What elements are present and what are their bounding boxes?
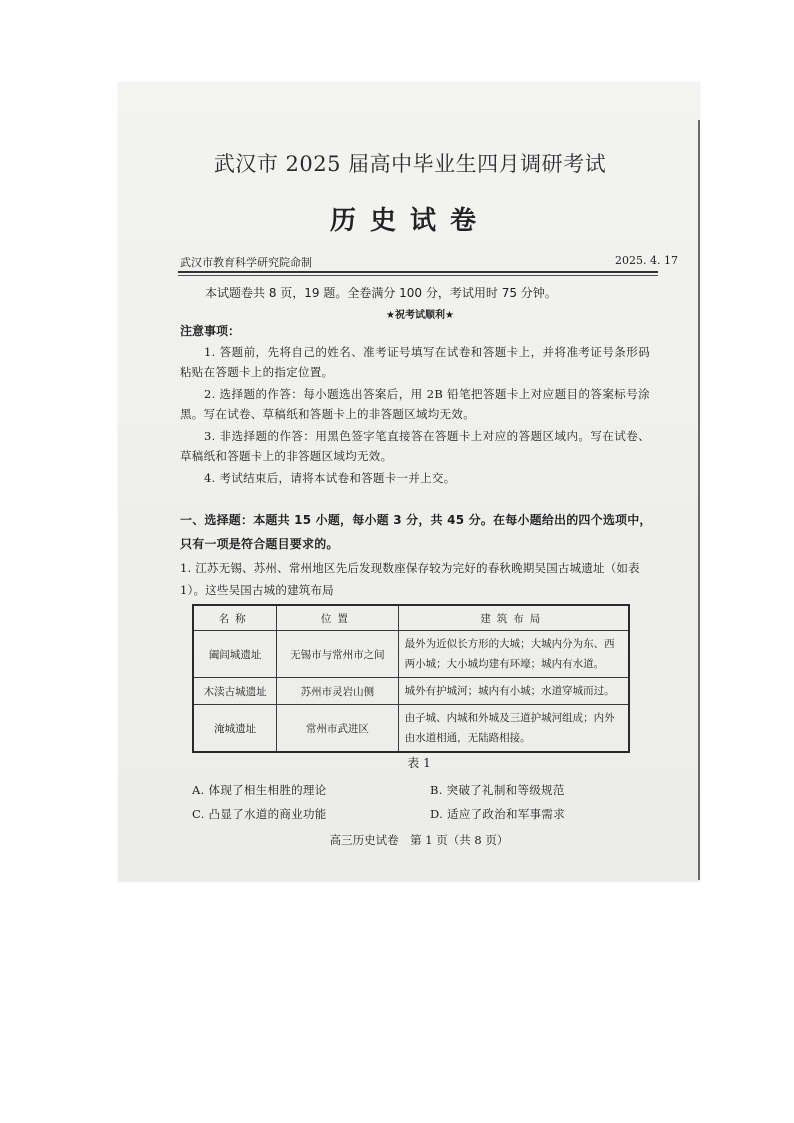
table-header-layout: 建筑布局 <box>398 605 629 631</box>
good-luck-line: ★祝考试顺利★ <box>386 310 454 321</box>
table-header-location: 位置 <box>277 605 398 631</box>
notice-item: 1. 答题前，先将自己的姓名、准考证号填写在试卷和答题卡上，并将准考证号条形码粘贴在答题卡上的指定位置。 <box>180 345 650 379</box>
exam-date: 2025. 4. 17 <box>615 254 678 267</box>
cell-layout: 最外为近似长方形的大城；大城内分为东、西两小城；大小城均建有环壕；城内有水道。 <box>398 631 629 678</box>
table-header-row <box>193 605 629 631</box>
cell-location: 常州市武进区 <box>277 705 398 753</box>
notice-item: 2. 选择题的作答：每小题选出答案后，用 2B 铅笔把答题卡上对应题目的答案标号涂黑。写在试卷、草稿纸和答题卡上的非答题区域均无效。 <box>180 387 650 421</box>
exam-subtitle: 历史试卷 <box>329 206 490 236</box>
exam-intro: 本试题卷共 8 页，19 题。全卷满分 100 分，考试用时 75 分钟。 <box>205 286 557 300</box>
table-1 <box>192 604 630 753</box>
option-a[interactable]: A. 体现了相生相胜的理论 <box>192 783 327 797</box>
table-row <box>193 678 629 705</box>
notice-item: 3. 非选择题的作答：用黑色签字笔直接答在答题卡上对应的答题区域内。写在试卷、草稿纸和答题卡上的非答题区域均无效。 <box>180 429 650 463</box>
exam-title: 武汉市 2025 届高中毕业生四月调研考试 <box>213 152 607 176</box>
cell-name: 木渎古城遗址 <box>193 678 277 705</box>
notice-heading: 注意事项： <box>180 324 241 338</box>
page-footer: 高三历史试卷 第 1 页（共 8 页） <box>329 833 509 847</box>
issuer: 武汉市教育科学研究院命制 <box>180 256 312 269</box>
section-heading: 一、选择题：本题共 15 小题，每小题 3 分，共 45 分。在每小题给出的四个选项中，只有一项是符合题目要求的。 <box>180 513 652 551</box>
table-row <box>193 705 629 753</box>
cell-name: 阖闾城遗址 <box>193 631 277 678</box>
table-caption: 表 1 <box>407 756 431 770</box>
cell-layout: 由子城、内城和外城及三道护城河组成；内外由水道相通，无陆路相接。 <box>398 705 629 753</box>
cell-location: 苏州市灵岩山侧 <box>277 678 398 705</box>
page-edge-shadow <box>698 120 700 880</box>
table-row <box>193 631 629 678</box>
option-c[interactable]: C. 凸显了水道的商业功能 <box>192 807 327 821</box>
cell-location: 无锡市与常州市之间 <box>277 631 398 678</box>
cell-name: 淹城遗址 <box>193 705 277 753</box>
header-rule-thin <box>178 275 658 276</box>
table-header-name: 名称 <box>193 605 277 631</box>
option-d[interactable]: D. 适应了政治和军事需求 <box>430 807 566 821</box>
notice-item: 4. 考试结束后，请将本试卷和答题卡一并上交。 <box>204 471 456 485</box>
cell-layout: 城外有护城河；城内有小城；水道穿城而过。 <box>398 678 629 705</box>
header-rule <box>178 271 658 273</box>
option-b[interactable]: B. 突破了礼制和等级规范 <box>430 783 565 797</box>
question-1-stem: 1. 江苏无锡、苏州、常州地区先后发现数座保存较为完好的春秋晚期吴国古城遗址（如表 1）。这些吴国古城的建筑布局 <box>180 561 640 597</box>
